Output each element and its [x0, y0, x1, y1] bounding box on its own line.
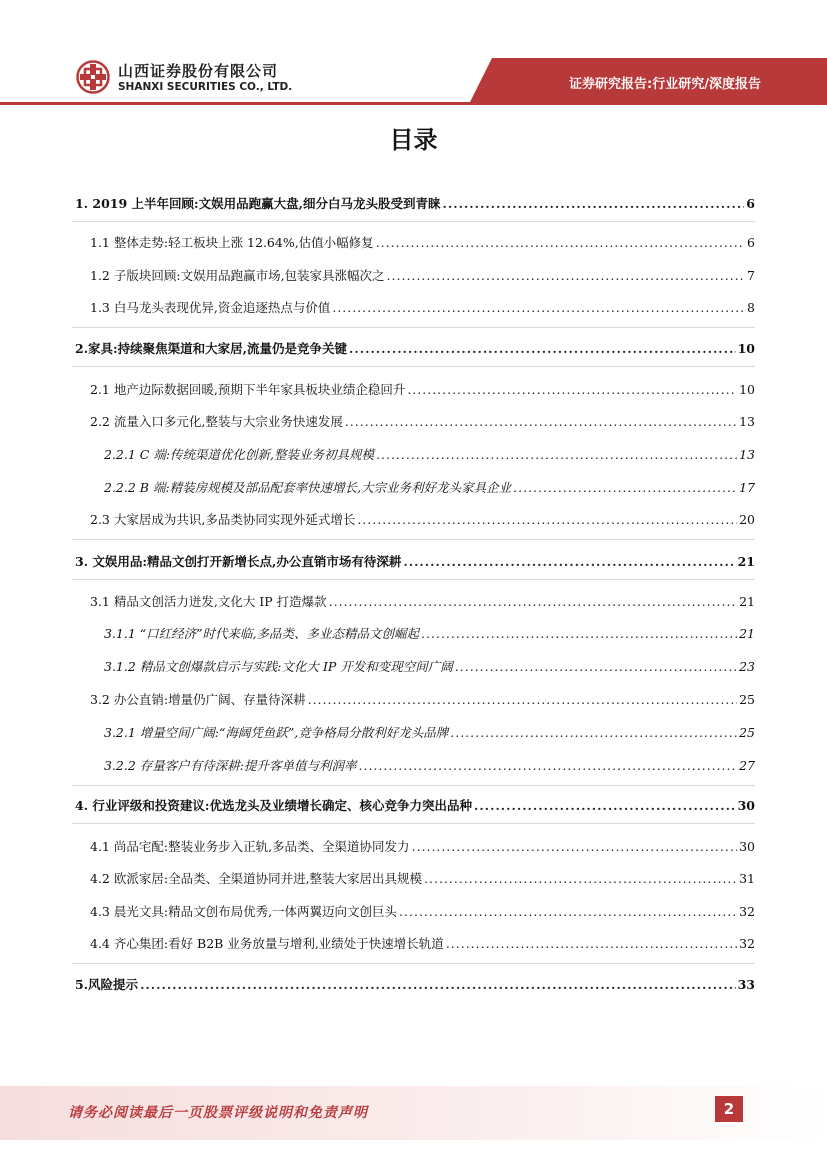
toc-entry-label: 2.1 地产边际数据回暖,预期下半年家具板块业绩企稳回升 — [90, 382, 406, 397]
toc-divider — [72, 539, 755, 540]
toc-entry-page: 32 — [739, 904, 755, 919]
toc-entry-label: 3.1.2 精品文创爆款启示与实践:文化大 IP 开发和变现空间广阔 — [104, 659, 453, 674]
toc-entry-label: 3. 文娱用品:精品文创打开新增长点,办公直销市场有待深耕 — [75, 554, 402, 569]
toc-entry[interactable] — [90, 692, 755, 708]
toc-entry-page: 33 — [737, 977, 755, 992]
toc-divider — [72, 579, 755, 580]
toc-divider — [72, 221, 755, 222]
company-name-cn: 山西证券股份有限公司 — [118, 62, 279, 80]
toc-entry-page: 13 — [739, 447, 755, 462]
toc-entry[interactable] — [90, 594, 755, 610]
toc-entry[interactable] — [90, 268, 755, 284]
toc-leader — [424, 871, 737, 887]
toc-entry[interactable] — [104, 447, 755, 463]
toc-divider — [72, 366, 755, 367]
toc-entry-page: 17 — [739, 480, 755, 495]
toc-entry-label: 4.1 尚品宅配:整装业务步入正轨,多品类、全渠道协同发力 — [90, 839, 410, 854]
page-header — [0, 0, 827, 110]
toc-entry-label: 3.2.1 增量空间广阔:“海阔凭鱼跃”,竞争格局分散利好龙头品牌 — [104, 725, 449, 740]
toc-leader — [474, 798, 736, 814]
toc-entry-label: 2.2.1 C 端:传统渠道优化创新,整装业务初具规模 — [104, 447, 375, 462]
header-banner — [0, 0, 827, 110]
toc-entry-page: 32 — [739, 936, 755, 951]
toc-entry-label: 3.2.2 存量客户有待深耕:提升客单值与利润率 — [104, 758, 357, 773]
company-logo-icon — [76, 60, 110, 94]
toc-leader — [308, 692, 738, 708]
toc-entry-label: 4.4 齐心集团:看好 B2B 业务放量与增利,业绩处于快速增长轨道 — [90, 936, 444, 951]
toc-entry[interactable] — [104, 659, 755, 675]
toc-entry-page: 23 — [739, 659, 755, 674]
toc-entry-page: 31 — [739, 871, 755, 886]
toc-entry[interactable] — [90, 382, 755, 398]
toc-entry-page: 21 — [739, 594, 755, 609]
toc-leader — [446, 936, 737, 952]
toc-entry-label: 1. 2019 上半年回顾:文娱用品跑赢大盘,细分白马龙头股受到青睐 — [75, 196, 441, 211]
toc-entry[interactable] — [75, 196, 755, 212]
toc-leader — [329, 594, 737, 610]
company-name-en: SHANXI SECURITIES CO., LTD. — [118, 81, 293, 93]
toc-entry-label: 1.1 整体走势:轻工板块上涨 12.64%,估值小幅修复 — [90, 235, 374, 250]
toc-entry-page: 30 — [739, 839, 755, 854]
toc-divider — [72, 963, 755, 964]
toc-entry[interactable] — [75, 554, 755, 570]
toc-entry[interactable] — [90, 300, 755, 316]
toc-entry-label: 5.风险提示 — [75, 977, 139, 992]
toc-entry[interactable] — [75, 341, 755, 357]
toc-entry-page: 7 — [747, 268, 755, 283]
toc-leader — [407, 382, 737, 398]
toc-entry-label: 2.2.2 B 端:精装房规模及部品配套率快速增长,大宗业务利好龙头家具企业 — [104, 480, 512, 495]
toc-entry[interactable] — [104, 626, 755, 642]
toc-entry-label: 4.2 欧派家居:全品类、全渠道协同并进,整装大家居出具规模 — [90, 871, 423, 886]
toc-entry[interactable] — [90, 936, 755, 952]
toc-entry-page: 20 — [739, 512, 755, 527]
toc-entry-page: 25 — [739, 725, 755, 740]
toc-leader — [349, 341, 736, 357]
toc-leader — [357, 512, 737, 528]
toc-entry-label: 4. 行业评级和投资建议:优选龙头及业绩增长确定、核心竞争力突出品种 — [75, 798, 473, 813]
toc-entry-label: 4.3 晨光文具:精品文创布局优秀,一体两翼迈向文创巨头 — [90, 904, 398, 919]
toc-entry-label: 1.3 白马龙头表现优异,资金追逐热点与价值 — [90, 300, 331, 315]
toc-entry-label: 2.2 流量入口多元化,整装与大宗业务快速发展 — [90, 414, 343, 429]
toc-leader — [450, 725, 737, 741]
toc-entry-label: 2.家具:持续聚焦渠道和大家居,流量仍是竞争关键 — [75, 341, 348, 356]
toc-leader — [376, 235, 745, 251]
toc-leader — [513, 480, 737, 496]
toc-leader — [345, 414, 737, 430]
toc-divider — [72, 823, 755, 824]
toc-leader — [403, 554, 735, 570]
toc-entry-label: 3.2 办公直销:增量仍广阔、存量待深耕 — [90, 692, 306, 707]
toc-entry-label: 2.3 大家居成为共识,多品类协同实现外延式增长 — [90, 512, 356, 527]
toc-entry-page: 10 — [739, 382, 755, 397]
toc-leader — [359, 758, 738, 774]
toc-divider — [72, 327, 755, 328]
toc-entry[interactable] — [90, 839, 755, 855]
toc-entry[interactable] — [75, 977, 755, 993]
toc-entry[interactable] — [104, 758, 755, 774]
toc-leader — [140, 977, 736, 993]
footer-disclaimer[interactable]: 请务必阅读最后一页股票评级说明和免责声明 — [68, 1105, 368, 1121]
toc-entry[interactable] — [90, 871, 755, 887]
toc-entry-label: 1.2 子版块回顾:文娱用品跑赢市场,包装家具涨幅次之 — [90, 268, 385, 283]
page-number: 2 — [715, 1096, 743, 1122]
report-type: 证券研究报告:行业研究/深度报告 — [569, 77, 761, 92]
toc-entry[interactable] — [90, 512, 755, 528]
toc-leader — [332, 300, 745, 316]
toc-entry-label: 3.1.1 “口红经济”时代来临,多品类、多业态精品文创崛起 — [104, 626, 420, 641]
toc-leader — [455, 659, 737, 675]
toc-entry[interactable] — [90, 904, 755, 920]
toc-entry-page: 21 — [737, 554, 755, 569]
toc-entry-page: 30 — [737, 798, 755, 813]
toc-leader — [387, 268, 746, 284]
toc-entry-page: 27 — [739, 758, 755, 773]
toc-entry-page: 8 — [747, 300, 755, 315]
toc-leader — [421, 626, 737, 642]
toc-entry[interactable] — [90, 414, 755, 430]
toc-entry-label: 3.1 精品文创活力迸发,文化大 IP 打造爆款 — [90, 594, 327, 609]
toc-entry-page: 25 — [739, 692, 755, 707]
toc-leader — [376, 447, 737, 463]
toc-entry-page: 21 — [739, 626, 755, 641]
toc-leader — [443, 196, 745, 212]
toc-entry-page: 13 — [739, 414, 755, 429]
toc-title: 目录 — [389, 126, 438, 154]
toc-leader — [412, 839, 738, 855]
toc-entry-page: 10 — [737, 341, 755, 356]
toc-leader — [399, 904, 737, 920]
toc-entry[interactable] — [104, 725, 755, 741]
toc-divider — [72, 785, 755, 786]
toc-entry[interactable] — [75, 798, 755, 814]
toc-entry-page: 6 — [747, 235, 755, 250]
toc-entry[interactable] — [90, 235, 755, 251]
toc-entry[interactable] — [104, 480, 755, 496]
toc-entry-page: 6 — [746, 196, 755, 211]
